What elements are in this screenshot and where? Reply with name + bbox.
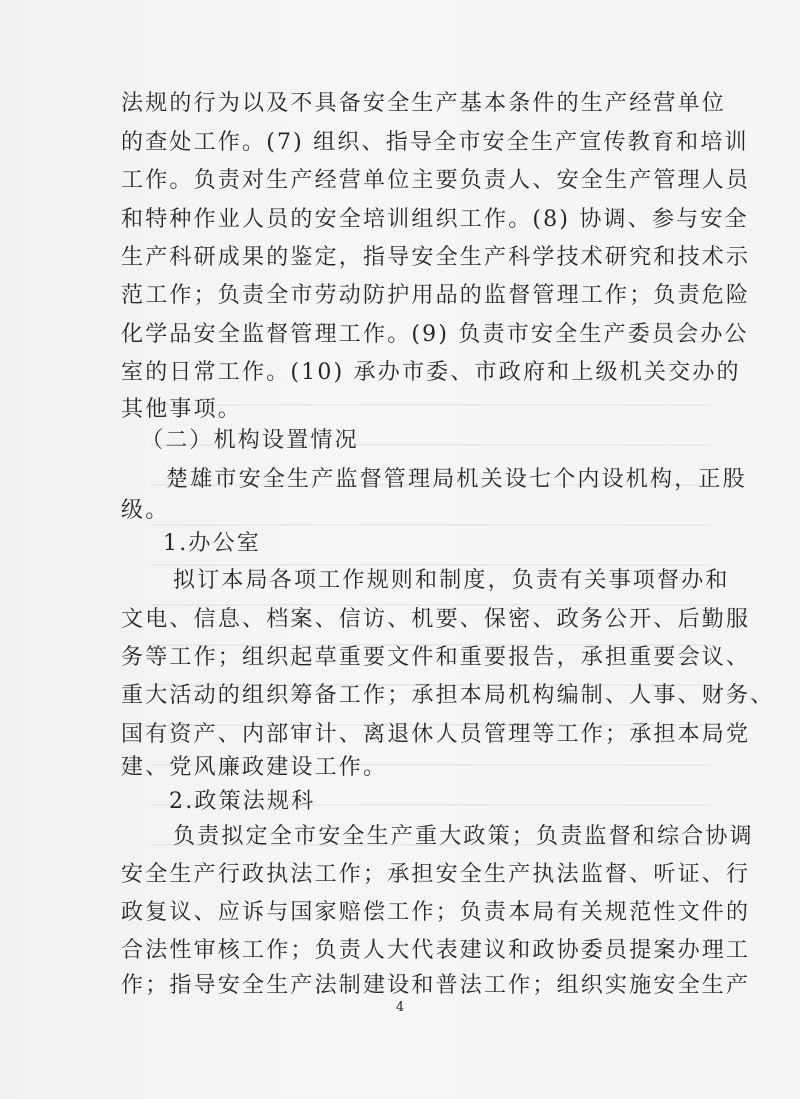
page-number: 4 xyxy=(395,1000,405,1015)
subsection-heading: 2.政策法规科 xyxy=(169,789,316,814)
section-heading: （二）机构设置情况 xyxy=(141,428,359,453)
paragraph-first-line: 拟订本局各项工作规则和制度，负责有关事项督办和 xyxy=(173,568,730,593)
text-line: 的查处工作。(7) 组织、指导全市安全生产宣传教育和培训 xyxy=(121,130,749,155)
text-line: 和特种作业人员的安全培训组织工作。(8) 协调、参与安全 xyxy=(121,207,749,232)
text-line: 合法性审核工作；负责人大代表建议和政协委员提案办理工 xyxy=(121,938,751,963)
text-line: 工作。负责对生产经营单位主要负责人、安全生产管理人员 xyxy=(121,168,751,193)
paragraph-first-line: 楚雄市安全生产监督管理局机关设七个内设机构，正股 xyxy=(166,467,747,492)
text-line: 级。 xyxy=(121,498,170,523)
text-line: 化学品安全监督管理工作。(9) 负责市安全生产委员会办公 xyxy=(121,322,749,347)
subsection-heading: 1.办公室 xyxy=(163,531,261,556)
text-line: 文电、信息、档案、信访、机要、保密、政务公开、后勤服 xyxy=(121,607,751,632)
text-line: 安全生产行政执法工作；承担安全生产执法监督、听证、行 xyxy=(121,862,751,887)
text-line: 范工作；负责全市劳动防护用品的监督管理工作；负责危险 xyxy=(121,283,751,308)
text-line: 务等工作；组织起草重要文件和重要报告，承担重要会议、 xyxy=(121,645,751,670)
text-line: 生产科研成果的鉴定，指导安全生产科学技术研究和技术示 xyxy=(121,245,751,270)
text-line: 重大活动的组织筹备工作；承担本局机构编制、人事、财务、 xyxy=(121,683,775,708)
text-line: 国有资产、内部审计、离退休人员管理等工作；承担本局党 xyxy=(121,722,751,747)
text-line: 作；指导安全生产法制建设和普法工作；组织实施安全生产 xyxy=(121,973,751,998)
paragraph-first-line: 负责拟定全市安全生产重大政策；负责监督和综合协调 xyxy=(173,824,754,849)
text-line: 政复议、应诉与国家赔偿工作；负责本局有关规范性文件的 xyxy=(121,900,751,925)
text-line: 建、党风廉政建设工作。 xyxy=(121,755,388,780)
text-line: 法规的行为以及不具备安全生产基本条件的生产经营单位 xyxy=(121,91,727,116)
text-line: 室的日常工作。(10) 承办市委、市政府和上级机关交办的 xyxy=(121,360,741,385)
text-line: 其他事项。 xyxy=(121,397,243,422)
